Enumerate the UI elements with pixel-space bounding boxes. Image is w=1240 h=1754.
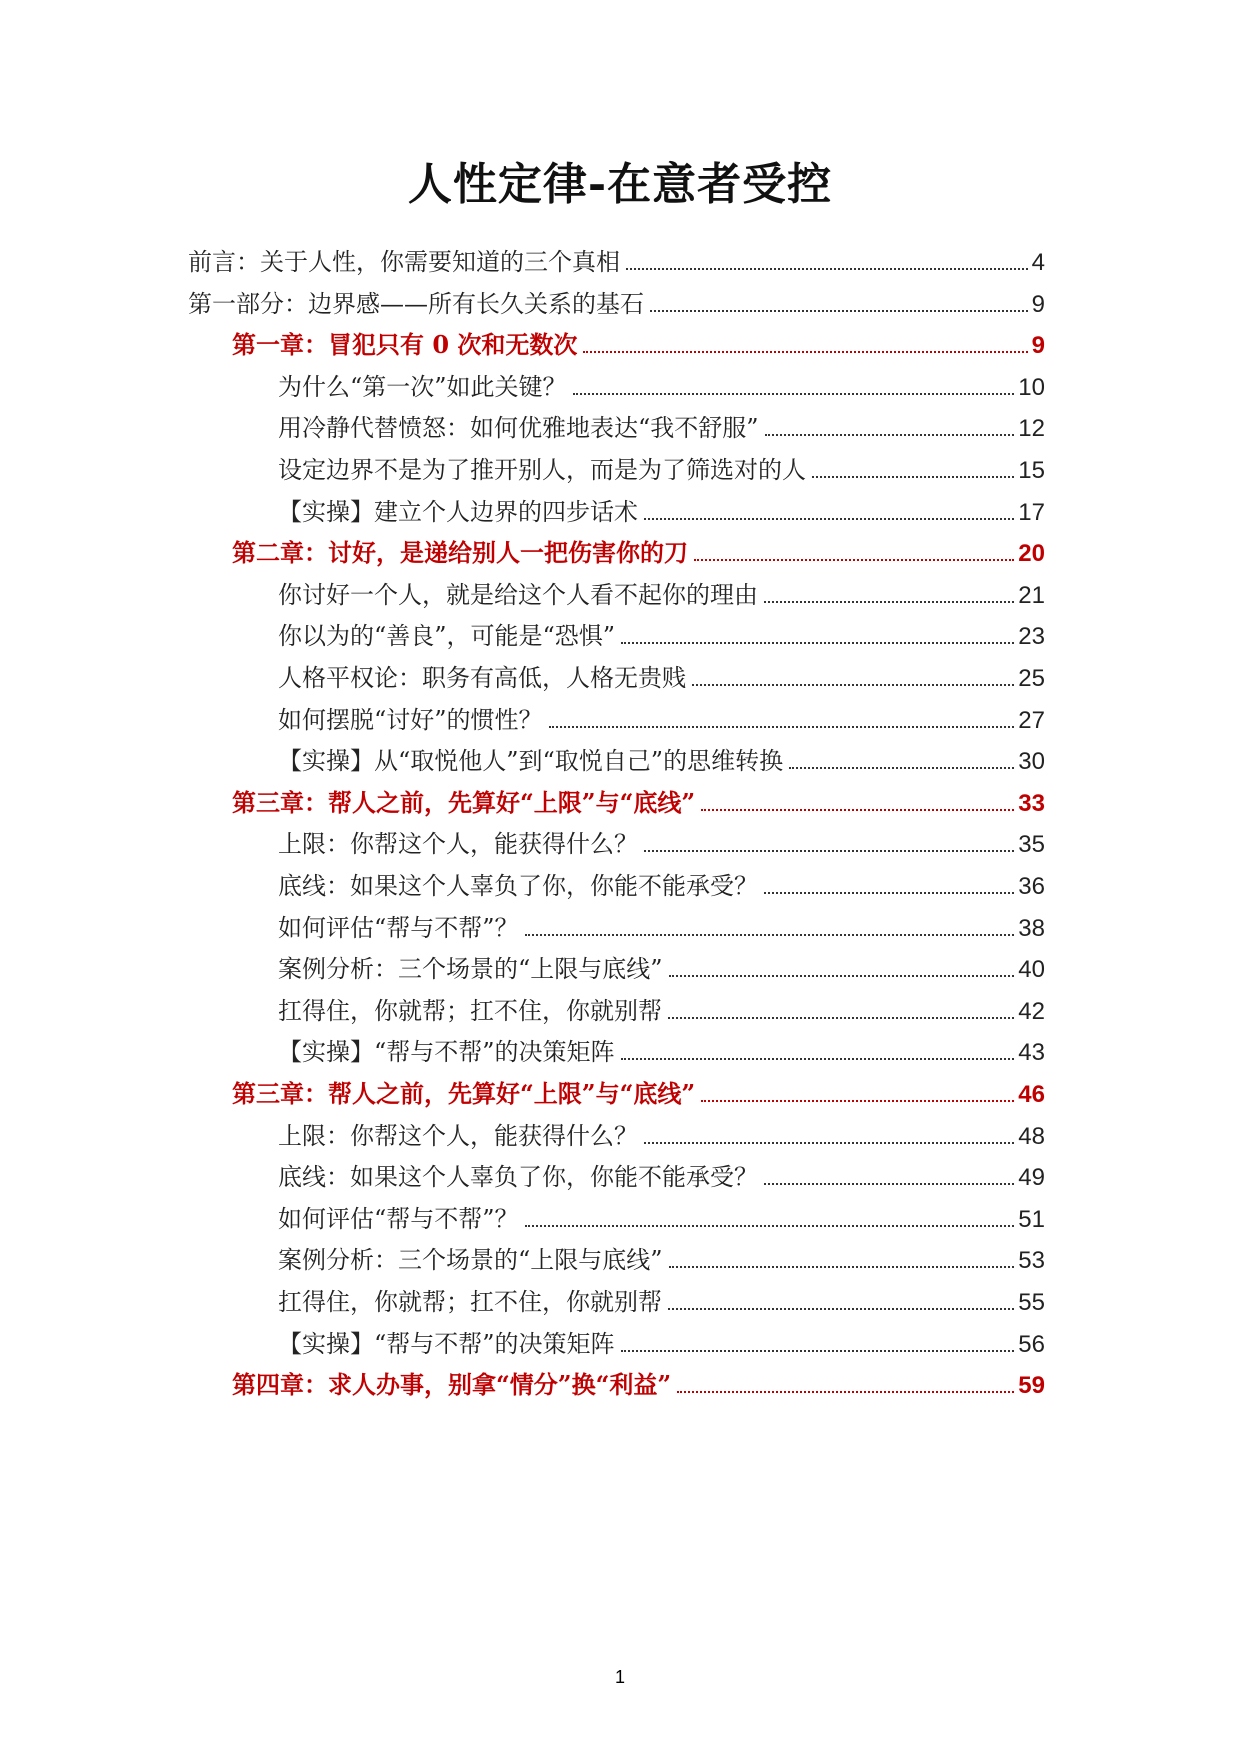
toc-entry-page: 43 <box>1018 1039 1045 1067</box>
toc-entry-page: 25 <box>1018 665 1045 692</box>
toc-entry-title: 底线：如果这个人辜负了你，你能不能承受？ <box>278 1163 758 1192</box>
toc-chapter-entry[interactable] <box>232 1367 1045 1403</box>
toc-section-entry[interactable] <box>278 410 1045 446</box>
toc-chapter-entry[interactable] <box>232 1076 1045 1112</box>
toc-section-entry[interactable] <box>278 1326 1045 1362</box>
toc-section-entry[interactable] <box>278 702 1045 738</box>
toc-section-entry[interactable] <box>278 743 1045 779</box>
toc-dot-leader <box>621 1350 1015 1352</box>
toc-entry-page: 33 <box>1018 789 1045 817</box>
toc-section-entry[interactable] <box>278 1242 1045 1278</box>
toc-entry-page: 23 <box>1018 623 1045 651</box>
toc-entry-page: 59 <box>1018 1372 1045 1400</box>
toc-dot-leader <box>621 1058 1015 1060</box>
toc-entry-page: 48 <box>1018 1122 1045 1150</box>
toc-dot-leader <box>644 518 1014 520</box>
toc-dot-leader <box>789 767 1014 769</box>
toc-dot-leader <box>669 1266 1015 1268</box>
toc-entry-title: 【实操】“帮与不帮”的决策矩阵 <box>278 1329 615 1358</box>
toc-section-entry[interactable] <box>278 577 1045 613</box>
toc-entry-title: 第三章：帮人之前，先算好“上限”与“底线” <box>232 787 696 817</box>
toc-entry-title: 用冷静代替愤怒：如何优雅地表达“我不舒服” <box>278 414 759 443</box>
toc-entry-title: 你讨好一个人，就是给这个人看不起你的理由 <box>278 580 758 609</box>
toc-entry-title: 第一章：冒犯只有 0 次和无数次 <box>232 330 578 360</box>
toc-entry-title: 第二章：讨好，是递给别人一把伤害你的刀 <box>232 538 688 568</box>
toc-entry-title: 【实操】从“取悦他人”到“取悦自己”的思维转换 <box>278 747 784 776</box>
toc-entry-title: 扛得住，你就帮；扛不住，你就别帮 <box>278 1288 662 1316</box>
toc-entry-title: 【实操】建立个人边界的四步话术 <box>278 497 638 526</box>
toc-entry-page: 51 <box>1018 1205 1045 1233</box>
page-number: 1 <box>614 1667 625 1687</box>
toc-dot-leader <box>701 1100 1014 1102</box>
toc-dot-leader <box>549 726 1015 728</box>
toc-entry-page: 9 <box>1031 290 1045 318</box>
toc-section-entry[interactable] <box>278 868 1045 904</box>
toc-section-entry[interactable] <box>278 618 1045 654</box>
toc-section-entry[interactable] <box>278 993 1045 1029</box>
toc-dot-leader <box>764 601 1014 603</box>
toc-section-entry[interactable] <box>278 1118 1045 1154</box>
toc-entry-page: 55 <box>1018 1289 1045 1316</box>
toc-section-entry[interactable] <box>278 826 1045 862</box>
toc-entry-page: 40 <box>1018 956 1045 984</box>
toc-entry-page: 15 <box>1018 457 1045 484</box>
toc-section-entry[interactable] <box>278 910 1045 946</box>
toc-part-entry[interactable] <box>188 244 1045 280</box>
document-title: 人性定律-在意者受控 <box>407 159 833 210</box>
toc-dot-leader <box>812 476 1014 478</box>
toc-dot-leader <box>626 268 1028 270</box>
toc-entry-title: 扛得住，你就帮；扛不住，你就别帮 <box>278 996 662 1025</box>
toc-entry-page: 21 <box>1018 581 1045 609</box>
toc-dot-leader <box>525 934 1015 936</box>
toc-entry-page: 30 <box>1018 748 1045 776</box>
toc-entry-title: 上限：你帮这个人，能获得什么？ <box>278 1121 638 1150</box>
toc-dot-leader <box>677 1391 1014 1393</box>
toc-entry-title: 前言：关于人性，你需要知道的三个真相 <box>188 248 620 276</box>
toc-dot-leader <box>621 642 1014 644</box>
toc-dot-leader <box>644 1142 1014 1144</box>
toc-dot-leader <box>764 892 1014 894</box>
toc-part-entry[interactable] <box>188 286 1045 322</box>
toc-section-entry[interactable] <box>278 452 1045 488</box>
toc-entry-title: 上限：你帮这个人，能获得什么？ <box>278 830 638 859</box>
toc-entry-page: 49 <box>1018 1164 1045 1192</box>
toc-section-entry[interactable] <box>278 1034 1045 1070</box>
toc-entry-title: 【实操】“帮与不帮”的决策矩阵 <box>278 1038 615 1067</box>
toc-section-entry[interactable] <box>278 1284 1045 1320</box>
toc-entry-page: 20 <box>1018 540 1045 568</box>
toc-section-entry[interactable] <box>278 1159 1045 1195</box>
toc-entry-title: 人格平权论：职务有高低，人格无贵贱 <box>278 664 686 692</box>
toc-section-entry[interactable] <box>278 369 1045 405</box>
toc-entry-title: 如何评估“帮与不帮”？ <box>278 913 519 942</box>
toc-entry-page: 12 <box>1018 415 1045 443</box>
toc-chapter-entry[interactable] <box>232 535 1045 571</box>
toc-section-entry[interactable] <box>278 494 1045 530</box>
toc-entry-page: 38 <box>1018 914 1045 942</box>
toc-entry-title: 案例分析：三个场景的“上限与底线” <box>278 1246 663 1275</box>
toc-dot-leader <box>573 393 1015 395</box>
toc-dot-leader <box>583 351 1027 353</box>
toc-section-entry[interactable] <box>278 1201 1045 1237</box>
toc-dot-leader <box>668 1017 1014 1019</box>
toc-entry-title: 设定边界不是为了推开别人，而是为了筛选对的人 <box>278 456 806 484</box>
toc-entry-page: 56 <box>1018 1330 1045 1358</box>
toc-entry-title: 第一部分：边界感——所有长久关系的基石 <box>188 289 644 318</box>
toc-dot-leader <box>694 559 1014 561</box>
toc-dot-leader <box>644 850 1014 852</box>
toc-entry-page: 10 <box>1018 373 1045 401</box>
toc-chapter-entry[interactable] <box>232 327 1045 363</box>
toc-entry-page: 46 <box>1018 1081 1045 1108</box>
toc-dot-leader <box>669 975 1015 977</box>
toc-entry-page: 17 <box>1018 498 1045 526</box>
toc-entry-title: 案例分析：三个场景的“上限与底线” <box>278 955 663 984</box>
toc-entry-page: 42 <box>1018 997 1045 1025</box>
toc-dot-leader <box>701 809 1014 811</box>
toc-entry-page: 9 <box>1031 332 1045 360</box>
toc-entry-page: 27 <box>1018 706 1045 734</box>
toc-entry-title: 如何摆脱“讨好”的惯性？ <box>278 705 543 734</box>
toc-dot-leader <box>765 434 1015 436</box>
toc-entry-title: 底线：如果这个人辜负了你，你能不能承受？ <box>278 872 758 900</box>
toc-chapter-entry[interactable] <box>232 785 1045 821</box>
toc-entry-title: 如何评估“帮与不帮”？ <box>278 1204 519 1233</box>
toc-entry-page: 36 <box>1018 873 1045 900</box>
toc-dot-leader <box>650 310 1028 312</box>
toc-entry-title: 第三章：帮人之前，先算好“上限”与“底线” <box>232 1079 696 1108</box>
toc-dot-leader <box>764 1183 1014 1185</box>
toc-entry-title: 第四章：求人办事，别拿“情分”换“利益” <box>232 1370 672 1400</box>
toc-dot-leader <box>692 684 1014 686</box>
toc-entry-page: 35 <box>1018 831 1045 859</box>
toc-section-entry[interactable] <box>278 660 1045 696</box>
toc-entry-page: 53 <box>1018 1247 1045 1275</box>
toc-section-entry[interactable] <box>278 951 1045 987</box>
toc-dot-leader <box>668 1308 1014 1310</box>
toc-entry-title: 你以为的“善良”，可能是“恐惧” <box>278 622 616 651</box>
toc-entry-title: 为什么“第一次”如此关键？ <box>278 372 567 401</box>
toc-dot-leader <box>525 1225 1015 1227</box>
toc-entry-page: 4 <box>1031 249 1045 276</box>
